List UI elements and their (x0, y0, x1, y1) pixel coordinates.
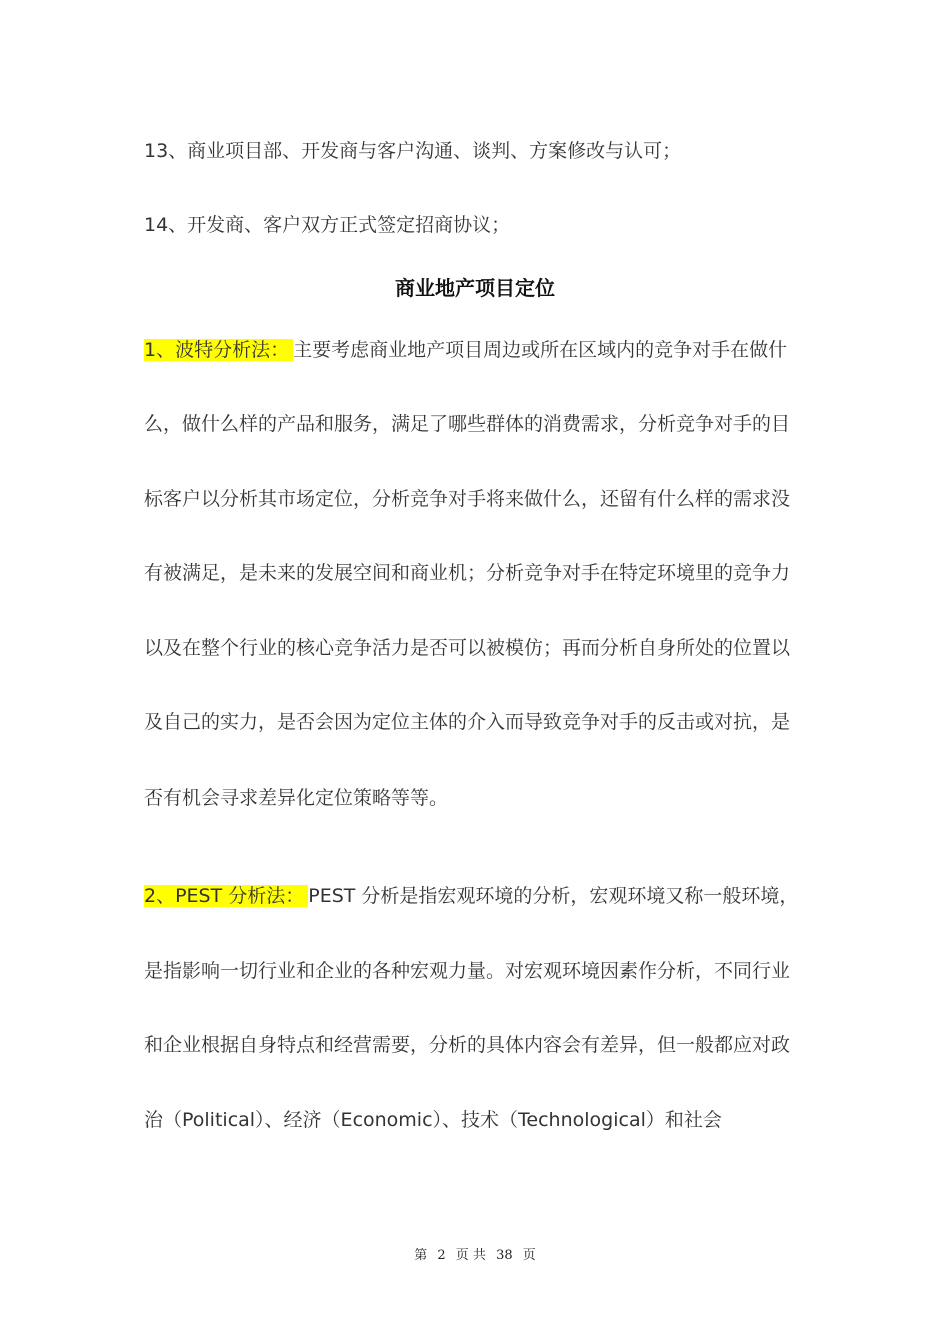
list-item-13: 13、商业项目部、开发商与客户沟通、谈判、方案修改与认可； (144, 140, 682, 162)
paragraph-1-text: 主要考虑商业地产项目周边或所在区域内的竞争对手在做什 (293, 339, 788, 361)
paragraph-2-text: PEST 分析是指宏观环境的分析，宏观环境又称一般环境， (308, 885, 799, 907)
paragraph-1-line-4: 有被满足，是未来的发展空间和商业机；分析竞争对手在特定环境里的竞争力 (144, 562, 791, 584)
paragraph-2-line-4: 治（Political）、经济（Economic）、技术（Technological）和社会 (144, 1109, 722, 1131)
paragraph-1-line-1 (144, 336, 804, 364)
page-footer (0, 1246, 950, 1266)
paragraph-2-line-1 (144, 882, 804, 910)
paragraph-1-line-5: 以及在整个行业的核心竞争活力是否可以被模仿；再而分析自身所处的位置以 (144, 637, 791, 659)
highlighted-label-porter: 1、波特分析法： (144, 339, 293, 361)
paragraph-1-line-2: 么，做什么样的产品和服务，满足了哪些群体的消费需求，分析竞争对手的目 (144, 413, 791, 435)
highlighted-label-pest: 2、PEST 分析法： (144, 885, 308, 907)
paragraph-1-line-7: 否有机会寻求差异化定位策略等等。 (144, 787, 449, 809)
footer-total-pages: 38 (496, 1248, 513, 1263)
footer-middle: 页 共 (455, 1248, 486, 1263)
footer-prefix: 第 (414, 1248, 428, 1263)
paragraph-1-line-6: 及自己的实力，是否会因为定位主体的介入而导致竞争对手的反击或对抗，是 (144, 711, 791, 733)
paragraph-2-line-2: 是指影响一切行业和企业的各种宏观力量。对宏观环境因素作分析，不同行业 (144, 960, 791, 982)
list-item-14: 14、开发商、客户双方正式签定招商协议； (144, 214, 511, 236)
section-title: 商业地产项目定位 (395, 276, 555, 300)
paragraph-1-line-3: 标客户以分析其市场定位，分析竞争对手将来做什么，还留有什么样的需求没 (144, 488, 791, 510)
footer-suffix: 页 (522, 1248, 536, 1263)
paragraph-2-line-3: 和企业根据自身特点和经营需要，分析的具体内容会有差异，但一般都应对政 (144, 1034, 791, 1056)
footer-page-number: 2 (437, 1248, 446, 1263)
